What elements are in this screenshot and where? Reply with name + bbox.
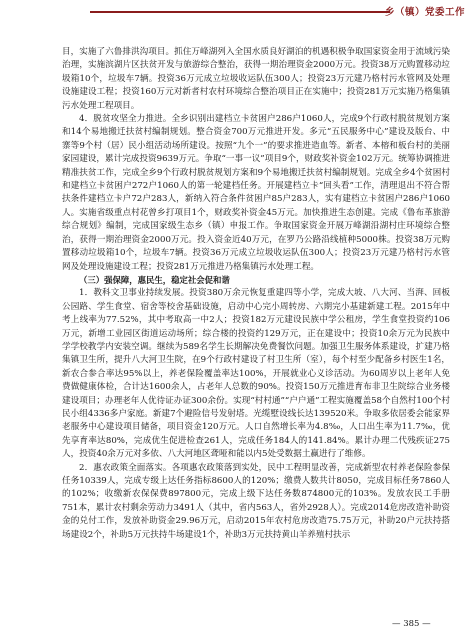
section-heading: （三）强保障，惠民生，稳定社会促和谐 (79, 274, 230, 285)
paragraph-continuation: 目，实施了六鲁排洪沟项目。抓住万峰湖列入全国水质良好湖泊的机遇积极争取国家资金用于流域污染治理，实施滨湖片区扶贫开发与旅游综合整治，获得一期治理资金2000万元。投资38万元购置移动垃圾箱10个，垃圾车7辆。投资36万元成立垃圾收运队伍300人；投资23万元建乃格村污水管网及处理设施建设工程；投资160万元对新者村农村环境综合整治项目正在实施中；投资281万元实施乃格集镇污水处理工程项目。 (62, 47, 450, 111)
page-number: — 385 — (392, 619, 431, 629)
page-header (0, 2, 471, 22)
header-rule (90, 11, 390, 13)
body-text (62, 46, 450, 542)
running-header-title: 乡（镇）党委工作 (384, 7, 465, 18)
paragraph-poverty: 4．脱贫攻坚全力推进。全乡识别出建档立卡贫困户286户1060人，完成9个行政村脱贫规划方案和14个易地搬迁扶贫村编制规划。整合资金700万元推进开发。多元“五民服务中心”建设及版台、中寨等9个村（居）民小组活动场所建设。按照“九个一”的要求推进造血等。新者、本榕和板台村的美丽家园建设，累计完成投资9639万元。争取“一事一议”项目9个，财政奖补资金102万元。统筹协调推进精准扶贫工作，完成全乡9个行政村脱贫规划方案和9个易地搬迁扶贫村编制规划。完成全乡4个贫困村和建档立卡贫困户272户1060人的第一轮建档任务。开展建档立卡“回头看”工作，清理退出不符合帮扶条件建档立卡户72户283人，新纳入符合条件贫困户85户283人，实有建档立卡贫困户286户1060人。实施省级重点村花曾乡打项目1个，财政奖补资金45万元。加快推进生态创建。完成《鲁布革旅游综合规划》编制，完成国家级生态乡（镇）申报工作。争取国家资金开展万峰湖沿湖村庄环境综合整治，获得一期治理资金2000万元。投入资金近40万元，在罗乃公路沿线植种5000株。投资38万元购置移动垃圾箱10个，垃圾车7辆。投资36万元成立垃圾收运队伍300人；投资23万元建乃格村污水管网及处理设施建设工程；投资281万元推进乃格集镇污水处理工程。 (62, 114, 450, 272)
paragraph-education-health: 1．教科文卫事业持续发展。投资380万余元恢复重建四等小学，完成大坡、八大河、当湃、回板公园路、学生食堂、宿舍等校舍基础设施，启动中心完小周转房、六期完小基建新建工程。2015年中考上线率为77.52%，其中考取高一中2人；投资182万元建设民族中学公租房，学生食堂投资约106万元，新增工业园区街道运动场所；综合楼的投资约129万元，正在建设中；投资10余万元为民族中学学校教学内安装空调。继续为589名学生长期解决免费餐饮问题。加强卫生服务体系建设，扩建乃格集镇卫生所，提升八大河卫生院，在9个行政村建设了村卫生所（室），每个村至少配备乡村医生1名，新农合参合率达95%以上，养老保险覆盖率达100%，开展就业心义诊活动。为60周岁以上老年人免费做健康体检，合计达1600余人，占老年人总数的90%。投资150万元推进育布非卫生院综合业务楼建设项目；办理老年人优待证办证300余份。实现“村村通”“户户通”工程实施覆盖58个自然村100个村民小组4336多户家庭。新建7个避险信号发射塔。光缆墅设线长达139520米。争取多依居委会能家界老服务中心建设项目储备，项目资金120万元。人口自然增长率为4.8‰，人口出生率为11.7‰，优先享育率达80%，完成优生促进检查261人，完成任务184人的141.84%。累计办理二代残疾证275人，投资40余万元对多依、八大河地区聋哑和能以内5处受数据土赢进行了维修。 (62, 288, 450, 460)
paragraph-welfare: 2．惠农政策全面落实。各项惠农政策落到实处，民中工程明显改善，完成新型农村养老保险参保任务10339人，完成专级上达任务指标8600人的120%；缴费人数共计8050，完成目标任务7860人的102%；收缴新农保保费897800元，完成上级下达任务数874800元的103%。发放农民工手册751本，累计农村剩余劳动力3491人（其中，省内563人，省外2928人）。完成2014危房改造补助资金的兑付工作，发放补助资金29.96万元，启动2015年农村危房改造75.75万元，补助20户元扶持搭场建设2个，补助5万元扶持牛场建设1个，补助3万元扶持黄山羊养殖村扶示 (62, 462, 450, 540)
